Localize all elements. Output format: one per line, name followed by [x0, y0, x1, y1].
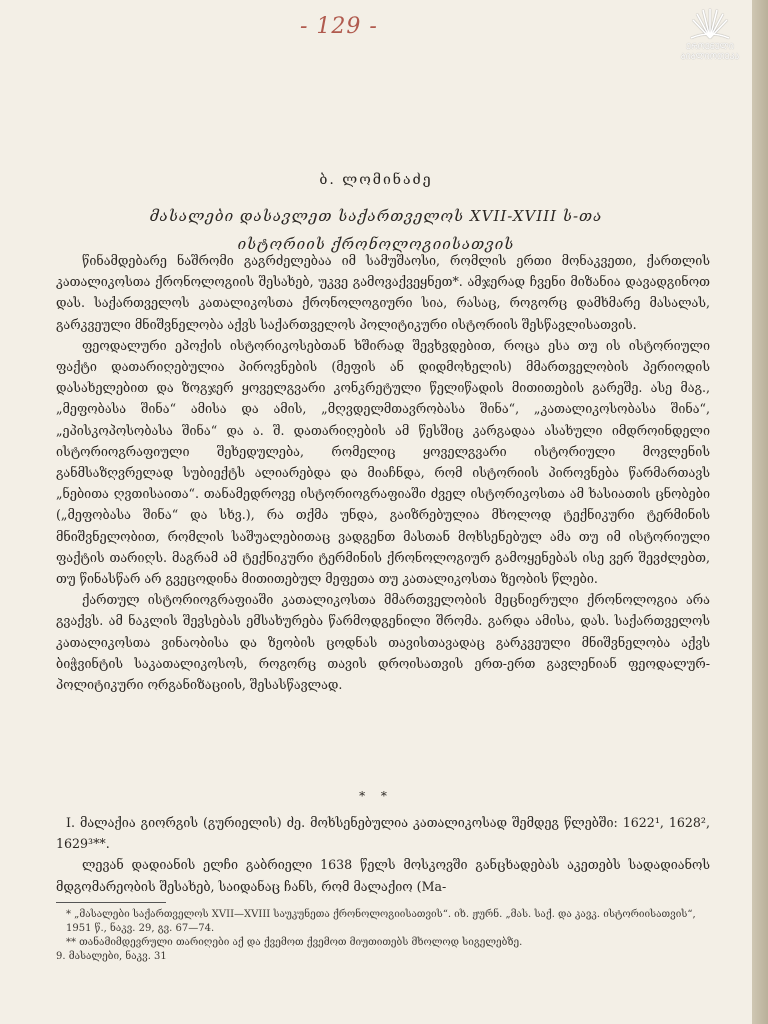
- section-separator: * *: [359, 789, 393, 803]
- author: ბ. ლომინაძე: [319, 172, 433, 188]
- logo-line-2: ᲑᲘᲑᲚᲘᲝᲗᲔᲙᲐ: [680, 52, 740, 61]
- paragraph: წინამდებარე ნაშრომი გაგრძელებაა იმ სამუშაოსი, რომლის ერთი მონაკვეთი, ქართლის კათალიკოსთა ქრონოლოგიის შესახებ, უკვე გამოვაქვეყნეთ*. ამჯერად ჩვენი მიზანია დავადგინოთ დას. საქართველოს კათალიკოსთა ქრონოლოგიური სია, რასაც, როგორც დამხმარე მასალას, გარკვეული მნიშვნელობა აქვს საქართველოს პოლიტიკური ისტორიის შესწავლისათვის.: [56, 253, 710, 332]
- title-line-1: მასალები დასავლეთ საქართველოს XVII-XVIII ს-თა: [149, 207, 603, 225]
- footnote: ** თანამიმდევრული თარიღები აქ და ქვემოთ ქვემოთ მიუთითებს მხოლოდ სიგელებზე.: [66, 937, 523, 948]
- paragraph: ფეოდალური ეპოქის ისტორიკოსებთან ხშირად შევხვდებით, როცა ესა თუ ის ისტორიული ფაქტი დათარიღებულია პიროვნების (მეფის ან დიდმოხელის) მმართველობის პერიოდის დასახელებით და ზოგჯერ ყოველგვარი კონკრეტული წელიწადის მითითების გარეშე. ასე მაგ., „მეფობასა შინა“ ამისა და ამის, „მღვდელმთავრობასა შინა“, „კათალიკოსობასა შინა“, „ეპისკოპოსობასა შინა“ და ა. შ. დათარიღების ამ წესშიც კარგადაა ასახული იმდროინდელი ისტორიოგრაფიული შეხედულება, რომელიც ყოველგვარი ისტორიული მოვლენის განმსაზღვრელად სუბიექტს ალიარებდა და მიაჩნდა, რომ ისტორიის პიროვნება წარმართავს „ნებითა ღვთისაითა“. თანამედროვე ისტორიოგრაფიაში ძველ ისტორიკოსთა ამ ხასიათის ცნობები („მეფობასა შინა“ და სხვ.), რა თქმა უნდა, გაიზრებულია მხოლოდ ტექნიკური ტერმინის მნიშვნელობით, რომლის საშუალებითაც ვადგენთ მასთან მოხსენებულ ამა თუ იმ ისტორიული ფაქტის თარიღს. მაგრამ ამ ტექნიკური ტერმინის ქრონოლოგიურ გამოყენებას ისე ვერ შევძლებთ, თუ წინასწარ არ გვეცოდინა მითითებულ მეფეთა თუ კათალიკოსთა ზეობის წლები.: [56, 337, 710, 587]
- title-line-2: ისტორიის ქრონოლოგიისათვის: [237, 235, 515, 253]
- footnote-rule: [56, 902, 166, 903]
- page-number: - 129 -: [300, 14, 378, 39]
- library-logo: [665, 8, 755, 70]
- entry-malakia: I. მალაქია გიორგის (გურიელის) ძე. მოხსენებულია კათალიკოსად შემდეგ წლებში: 1622¹, 1628², 1629³**.: [56, 815, 710, 852]
- article-body: [56, 250, 710, 695]
- footnote: * „მასალები საქართველოს XVII—XVIII საუკუნეთა ქრონოლოგიისათვის“. იხ. ჟურნ. „მას. საქ. და კავკ. ისტორიისათვის“, 1951 წ., ნაკვ. 29, გვ. 67—74.: [66, 909, 696, 934]
- paragraph: ლევან დადიანის ელჩი გაბრიელი 1638 წელს მოსკოვში განცხადებას აკეთებს სადადიანოს მდგომარეობის შესახებ, საიდანაც ჩანს, რომ მალაქიო (Ма-: [56, 857, 710, 894]
- book-fan-icon: [687, 8, 733, 42]
- page-edge: [752, 0, 768, 1024]
- logo-line-1: ᲔᲠᲝᲕᲜᲣᲚᲘ: [686, 42, 734, 51]
- section-catholicos-list: [56, 812, 710, 897]
- signature-mark: 9. მასალები, ნაკვ. 31: [56, 951, 167, 962]
- footnotes: [56, 908, 710, 964]
- paragraph: ქართულ ისტორიოგრაფიაში კათალიკოსთა მმართველობის მეცნიერული ქრონოლოგია არა გვაქვს. ამ ნაკლის შევსებას ემსახურება წარმოდგენილი შრომა. გარდა ამისა, დას. საქართველოს კათალიკოსთა ვინაობისა და ზეობის ცოდნას თავისთავადაც გარკვეული მნიშვნელობა აქვს ბიჭვინტის საკათალიკოსოს, როგორც თავის დროისათვის ერთ-ერთ გავლენიან ფეოდალურ-პოლიტიკური ორგანიზაციის, შესასწავლად.: [56, 592, 710, 693]
